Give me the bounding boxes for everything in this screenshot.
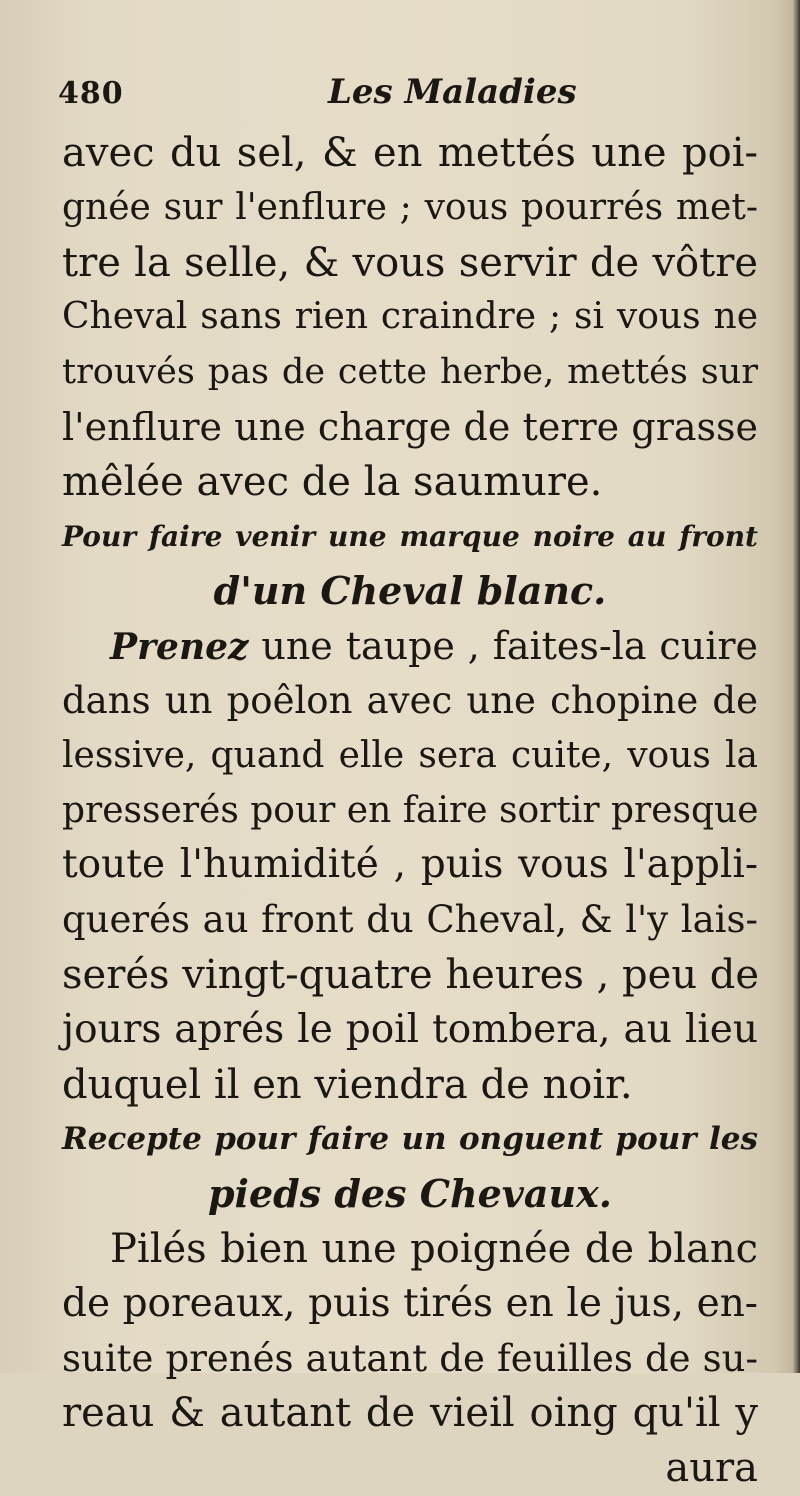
text-line: Cheval sans rien craindre ; si vous ne	[62, 296, 758, 338]
text-line: suite prenés autant de feuilles de su-	[62, 1336, 758, 1380]
text-line: avec du sel, & en mettés une poi-	[62, 130, 758, 176]
running-head	[58, 70, 758, 120]
text-line: serés vingt-quatre heures , peu de	[62, 951, 760, 998]
text-line: gnée sur l'enflure ; vous pourrés met-	[62, 186, 758, 228]
running-title: Les Maladies	[328, 72, 577, 112]
text-line: lessive, quand elle sera cuite, vous la	[62, 734, 758, 776]
paragraph-continuation	[62, 126, 758, 510]
recipe-heading: Pour faire venir une marque noire au front	[62, 519, 758, 553]
text-line: toute l'humidité , puis vous l'appli-	[62, 842, 758, 888]
text-line: l'enflure une charge de terre grasse	[62, 404, 758, 449]
text-line: Pilés bien une poignée de blanc	[110, 1225, 758, 1272]
recipe-heading: Recepte pour faire un onguent pour les	[62, 1121, 758, 1158]
text-line: mêlée avec de la saumure.	[62, 458, 603, 505]
text-line: jours aprés le poil tombera, au lieu	[62, 1006, 758, 1052]
recipe-black-mark	[62, 510, 758, 1113]
page-body	[62, 126, 758, 1496]
text-line: presserés pour en faire sortir presque	[62, 789, 759, 831]
text-line	[62, 619, 758, 674]
text-line: de poreaux, puis tirés en le jus, en-	[62, 1280, 758, 1326]
text-line: trouvés pas de cette herbe, mettés sur	[62, 352, 758, 393]
text-line: tre la selle, & vous servir de vôtre	[62, 239, 758, 286]
lead-word: Prenez	[110, 626, 249, 669]
recipe-hoof-ointment	[62, 1112, 758, 1496]
recipe-heading: pieds des Chevaux.	[207, 1171, 612, 1217]
page-edge-shadow	[792, 0, 800, 1373]
text-line: querés au front du Cheval, & l'y lais-	[62, 898, 758, 942]
recipe-heading: d'un Cheval blanc.	[213, 568, 607, 614]
page-number: 480	[58, 76, 124, 111]
text-line: duquel il en viendra de noir.	[62, 1061, 633, 1108]
text-run: une taupe , faites-la cuire	[248, 624, 758, 669]
text-line: reau & autant de vieil oing qu'il y	[62, 1390, 758, 1437]
catchword: aura	[665, 1445, 758, 1492]
text-line: dans un poêlon avec une chopine de	[62, 678, 758, 722]
